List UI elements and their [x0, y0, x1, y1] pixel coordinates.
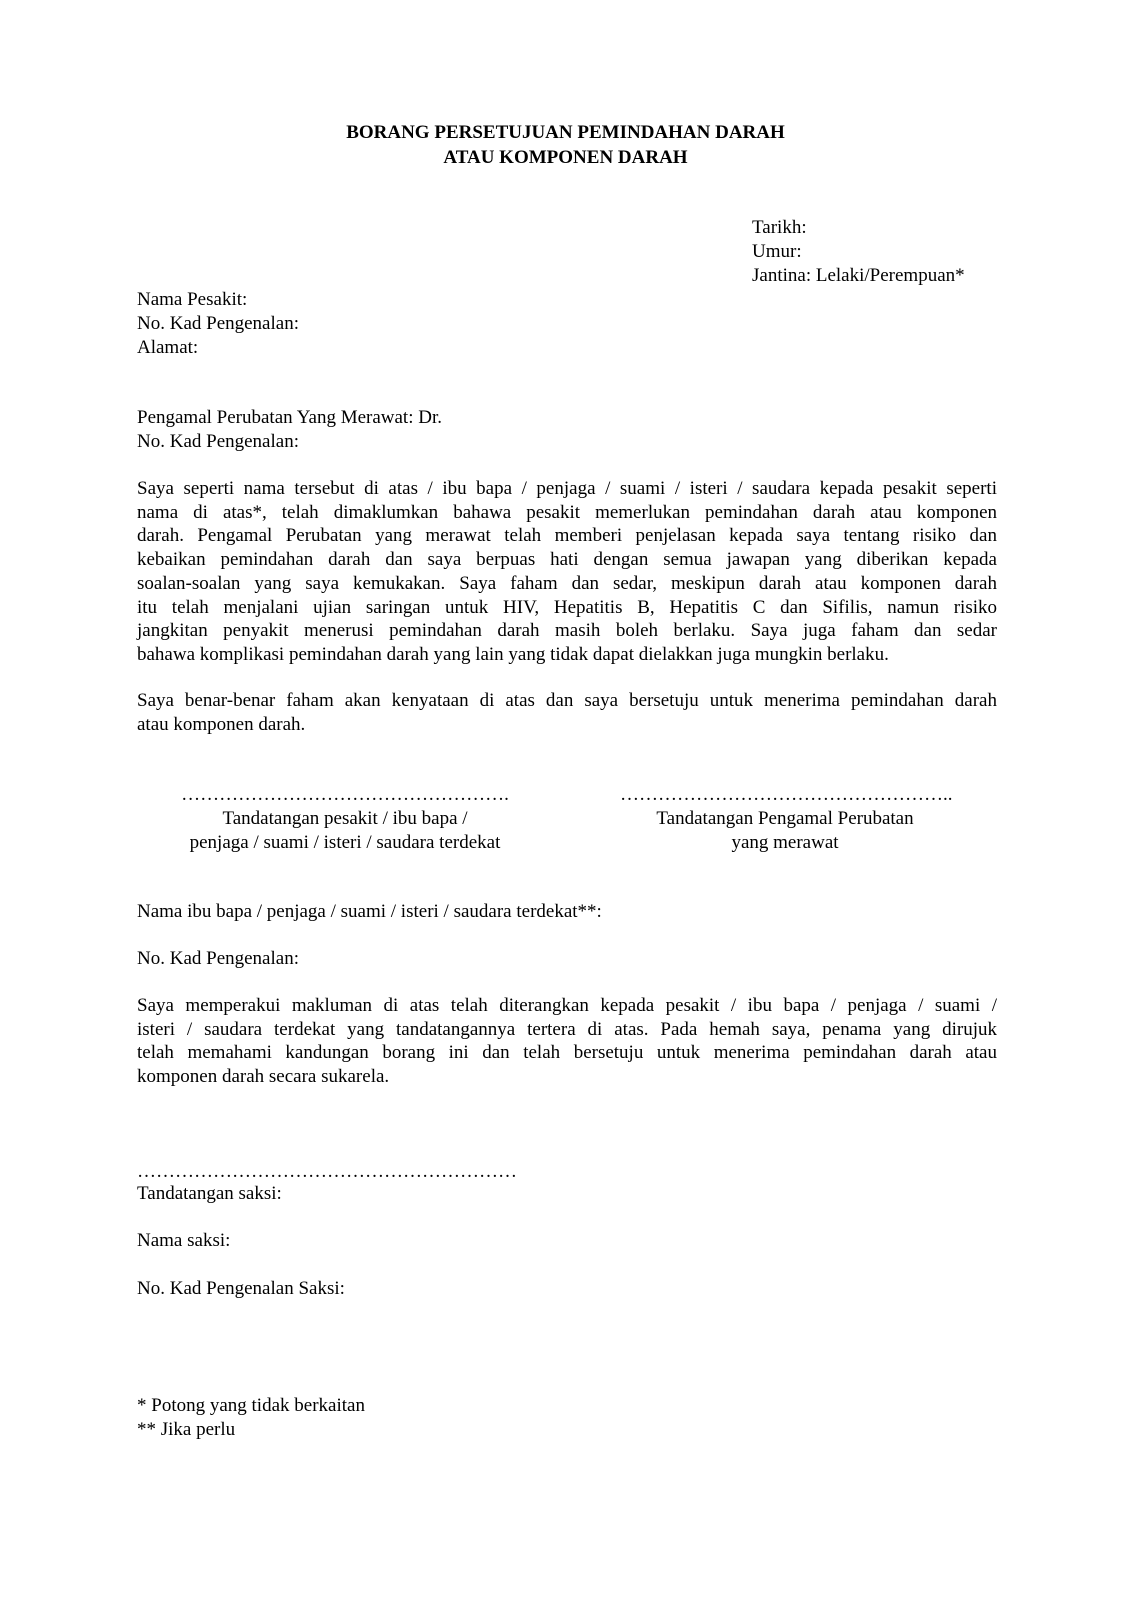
doctor-signature-caption-1: Tandatangan Pengamal Perubatan [656, 808, 914, 829]
consent-paragraph [137, 477, 997, 667]
form-title-line-1: BORANG PERSETUJUAN PEMINDAHAN DARAH [346, 122, 785, 143]
footnote-1: * Potong yang tidak berkaitan [137, 1395, 365, 1416]
footnote-2: ** Jika perlu [137, 1419, 236, 1440]
age-label: Umur: [752, 241, 802, 262]
witness-name-label: Nama saksi: [137, 1230, 231, 1251]
agreement-paragraph [137, 689, 997, 736]
patient-signature-caption-2: penjaga / suami / isteri / saudara terdekat [189, 832, 501, 853]
paragraph-line: isteri / saudara terdekat yang tandatangannya tertera di atas. Pada hemah saya, penama yang dirujuk [137, 1018, 997, 1040]
doctor-signature-caption-2: yang merawat [731, 832, 839, 853]
doctor-name-label: Pengamal Perubatan Yang Merawat: Dr. [137, 407, 442, 428]
paragraph-line: Saya memperakui makluman di atas telah diterangkan kepada pesakit / ibu bapa / penjaga / suami / [137, 995, 997, 1016]
paragraph-line: kebaikan pemindahan darah dan saya berpuas hati dengan semua jawapan yang diberikan kepada [137, 549, 997, 571]
patient-signature-block [150, 783, 540, 855]
paragraph-line: komponen darah secara sukarela. [137, 1066, 390, 1088]
paragraph-line: Saya benar-benar faham akan kenyataan di atas dan saya bersetuju untuk menerima pemindahan darah [137, 690, 997, 711]
patient-signature-caption-1: Tandatangan pesakit / ibu bapa / [222, 808, 468, 829]
paragraph-line: jangkitan penyakit menerusi pemindahan darah masih boleh berlaku. Saya juga faham dan sedar [137, 620, 997, 642]
paragraph-line: Saya seperti nama tersebut di atas / ibu bapa / penjaga / suami / isteri / saudara kepada pesakit seperti [137, 478, 997, 499]
paragraph-line: bahawa komplikasi pemindahan darah yang lain yang tidak dapat dielakkan juga mungkin berlaku. [137, 643, 889, 665]
patient-address-label: Alamat: [137, 337, 199, 358]
paragraph-line: telah memahami kandungan borang ini dan telah bersetuju untuk menerima pemindahan darah atau [137, 1042, 997, 1064]
doctor-ic-label: No. Kad Pengenalan: [137, 431, 299, 452]
paragraph-line: atau komponen darah. [137, 713, 306, 735]
paragraph-line: darah. Pengamal Perubatan yang merawat telah memberi penjelasan kepada saya tentang risiko dan [137, 525, 997, 547]
doctor-signature-block [620, 783, 953, 855]
guardian-ic-label: No. Kad Pengenalan: [137, 948, 299, 969]
guardian-name-label: Nama ibu bapa / penjaga / suami / isteri / saudara terdekat**: [137, 901, 602, 922]
paragraph-line: itu telah menjalani ujian saringan untuk HIV, Hepatitis B, Hepatitis C dan Sifilis, namun risiko [137, 596, 997, 618]
paragraph-line: nama di atas*, telah dimaklumkan bahawa pesakit memerlukan pemindahan darah atau komponen [137, 501, 997, 523]
witness-signature-line[interactable]: …………………………………………………… [137, 1161, 517, 1182]
witness-ic-label: No. Kad Pengenalan Saksi: [137, 1278, 345, 1299]
paragraph-line: soalan-soalan yang saya kemukakan. Saya faham dan sedar, meskipun darah atau komponen darah [137, 572, 997, 594]
date-label: Tarikh: [752, 217, 807, 238]
gender-label: Jantina: Lelaki/Perempuan* [752, 265, 965, 286]
doctor-signature-line[interactable]: …………………………………………….. [620, 784, 953, 805]
acknowledgement-paragraph [137, 994, 997, 1089]
form-title-line-2: ATAU KOMPONEN DARAH [443, 147, 688, 168]
patient-name-label: Nama Pesakit: [137, 289, 248, 310]
patient-ic-label: No. Kad Pengenalan: [137, 313, 299, 334]
patient-signature-line[interactable]: ……………………………………………. [181, 784, 509, 805]
witness-signature-label: Tandatangan saksi: [137, 1183, 282, 1204]
